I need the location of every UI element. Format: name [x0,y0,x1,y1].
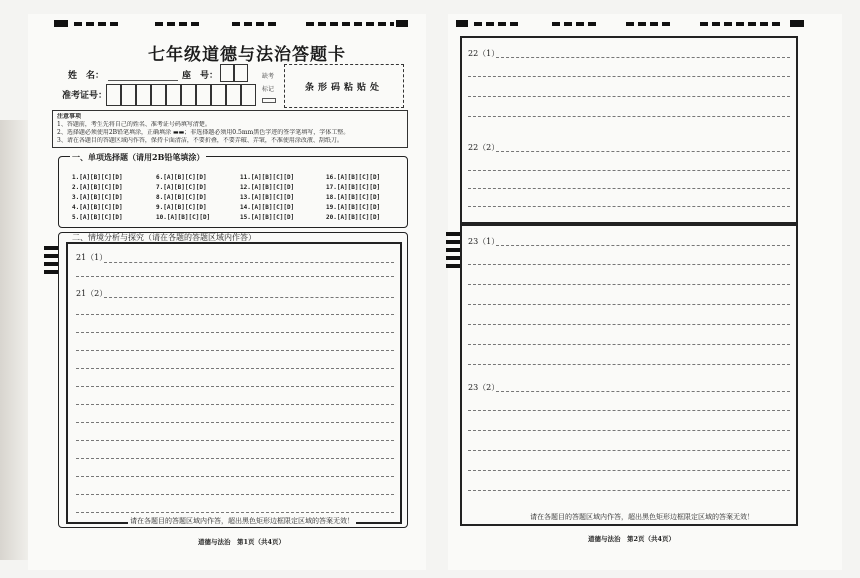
answer-line[interactable] [76,314,394,315]
timing-mark [552,22,598,26]
side-timing-mark [44,246,58,250]
notice-item: 2、选择题必须使用2B铅笔填涂，正确填涂 ▬▬；非选择题必须用0.5mm黑色字迹的签字笔填写，字体工整。 [57,129,350,136]
mc-item[interactable]: 10.[A][B][C][D] [156,214,211,221]
section-2-title: 二、情境分析与探究（请在各题的答题区域内作答） [72,233,256,242]
mc-item[interactable]: 4.[A][B][C][D] [72,204,123,211]
boundary-warning: 请在各题目的答题区域内作答，超出黑色矩形边框限定区域的答案无效！ [130,517,354,525]
mc-item[interactable]: 6.[A][B][C][D] [156,174,207,181]
timing-mark [306,22,394,26]
page-footer: 道德与法治 第2页（共4页） [588,535,676,543]
exam-number-box[interactable] [121,84,136,106]
mc-item[interactable]: 7.[A][B][C][D] [156,184,207,191]
answer-line[interactable] [468,206,790,207]
section-1-title: 一、单项选择题（请用2B铅笔填涂） [72,152,205,162]
timing-mark [626,22,672,26]
answer-line[interactable] [468,116,790,117]
answer-area-23[interactable] [460,224,798,526]
timing-mark [396,20,408,27]
exam-number-box[interactable] [151,84,166,106]
timing-mark [155,22,201,26]
answer-line[interactable] [76,276,394,277]
mc-item[interactable]: 9.[A][B][C][D] [156,204,207,211]
side-timing-mark [446,232,460,236]
answer-line[interactable] [468,188,790,189]
side-timing-mark [44,270,58,274]
exam-number-box[interactable] [241,84,256,106]
answer-line[interactable] [76,512,394,513]
answer-line[interactable] [468,490,790,491]
answer-line[interactable] [76,422,394,423]
answer-line[interactable] [468,430,790,431]
notice-heading: 注意事项 [57,113,82,120]
seat-box-1[interactable] [220,64,234,82]
exam-number-box[interactable] [136,84,151,106]
answer-line[interactable] [76,350,394,351]
absent-mark-label-1: 缺考 [262,73,275,80]
answer-line[interactable] [468,264,790,265]
timing-mark [790,20,804,27]
answer-line[interactable] [468,324,790,325]
answer-line[interactable] [496,151,790,152]
answer-line[interactable] [76,476,394,477]
timing-mark [456,20,468,27]
question-21-1-label: 21（1） [76,253,108,262]
page-footer: 道德与法治 第1页（共4页） [198,538,286,546]
answer-line[interactable] [496,391,790,392]
exam-number-box[interactable] [166,84,181,106]
name-label: 姓 名： [68,71,105,81]
mc-item[interactable]: 13.[A][B][C][D] [240,194,295,201]
timing-mark [232,22,278,26]
answer-line[interactable] [104,297,394,298]
answer-area-21[interactable] [66,242,402,524]
answer-line[interactable] [76,494,394,495]
answer-line[interactable] [468,284,790,285]
seat-box-2[interactable] [234,64,248,82]
mc-item[interactable]: 2.[A][B][C][D] [72,184,123,191]
mc-item[interactable]: 11.[A][B][C][D] [240,174,295,181]
answer-line[interactable] [468,304,790,305]
question-22-1-label: 22（1） [468,49,500,58]
name-field[interactable] [108,80,178,81]
notice-box [52,110,408,148]
answer-line[interactable] [104,262,394,263]
side-timing-mark [446,256,460,260]
answer-line[interactable] [468,170,790,171]
question-23-2-label: 23（2） [468,383,500,392]
mc-item[interactable]: 3.[A][B][C][D] [72,194,123,201]
notice-item: 1、答题前，考生先将自己的姓名、准考证号码填写清楚。 [57,121,211,128]
mc-item[interactable]: 17.[A][B][C][D] [326,184,381,191]
absent-mark-box[interactable] [262,98,276,103]
answer-line[interactable] [468,364,790,365]
side-timing-mark [446,248,460,252]
timing-mark [74,22,120,26]
answer-line[interactable] [468,450,790,451]
mc-item[interactable]: 12.[A][B][C][D] [240,184,295,191]
mc-item[interactable]: 8.[A][B][C][D] [156,194,207,201]
side-timing-mark [446,264,460,268]
answer-line[interactable] [76,458,394,459]
answer-line[interactable] [468,410,790,411]
mc-item[interactable]: 15.[A][B][C][D] [240,214,295,221]
answer-line[interactable] [76,404,394,405]
timing-mark [54,20,68,27]
mc-item[interactable]: 20.[A][B][C][D] [326,214,381,221]
answer-area-22[interactable] [460,36,798,224]
mc-item[interactable]: 18.[A][B][C][D] [326,194,381,201]
answer-line[interactable] [468,344,790,345]
exam-number-box[interactable] [196,84,211,106]
question-23-1-label: 23（1） [468,237,500,246]
answer-line[interactable] [468,76,790,77]
answer-line[interactable] [76,332,394,333]
mc-item[interactable]: 19.[A][B][C][D] [326,204,381,211]
side-timing-mark [44,254,58,258]
answer-line[interactable] [76,386,394,387]
sheet-title: 七年级道德与法治答题卡 [148,45,346,65]
exam-number-label: 准考证号： [62,91,108,101]
question-21-2-label: 21（2） [76,289,108,298]
mc-item[interactable]: 5.[A][B][C][D] [72,214,123,221]
notice-item: 3、请在各题目的答题区域内作答，保持卡面清洁，不要折叠，不要弄破、弄皱，不准使用涂改液、刮纸刀。 [57,137,343,144]
answer-line[interactable] [468,96,790,97]
exam-number-box[interactable] [211,84,226,106]
exam-number-box[interactable] [106,84,121,106]
answer-line[interactable] [496,245,790,246]
absent-mark-label-2: 标记 [262,86,275,93]
boundary-warning: 请在各题目的答题区域内作答，超出黑色矩形边框限定区域的答案无效！ [530,513,754,521]
seat-label: 座 号： [182,71,219,81]
answer-line[interactable] [496,57,790,58]
answer-line[interactable] [76,368,394,369]
barcode-area: 条形码粘贴处 [284,64,404,108]
mc-item[interactable]: 16.[A][B][C][D] [326,174,381,181]
answer-line[interactable] [76,440,394,441]
mc-item[interactable]: 1.[A][B][C][D] [72,174,123,181]
timing-mark [474,22,520,26]
timing-mark [700,22,784,26]
answer-line[interactable] [468,470,790,471]
question-22-2-label: 22（2） [468,143,500,152]
side-timing-mark [446,240,460,244]
side-timing-mark [44,262,58,266]
mc-item[interactable]: 14.[A][B][C][D] [240,204,295,211]
exam-number-box[interactable] [226,84,241,106]
page-fold-shadow [0,120,30,560]
exam-number-box[interactable] [181,84,196,106]
